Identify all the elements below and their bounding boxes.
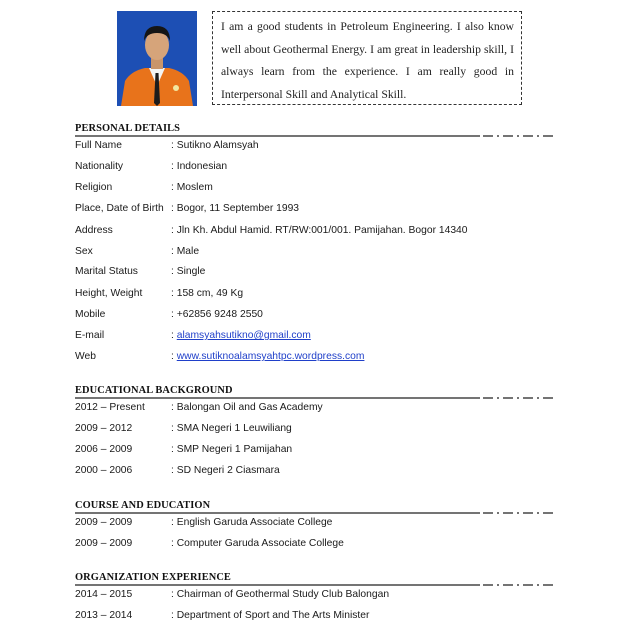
course-value: : English Garuda Associate College (171, 517, 333, 528)
detail-value: : Single (171, 266, 206, 277)
profile-summary: I am a good students in Petroleum Engineering. I also know well about Geothermal Energy. I am great in leadership skill, I always learn from the experience. I am really good in Interpersonal Skill and Analytical Skill. (212, 11, 522, 105)
detail-value: : Bogor, 11 September 1993 (171, 203, 300, 214)
period-label: 2000 – 2006 (75, 465, 133, 476)
profile-photo (117, 11, 197, 106)
section-title-courses: COURSE AND EDUCATION (75, 500, 211, 511)
detail-label: Web (75, 351, 96, 362)
detail-label: Marital Status (75, 266, 138, 277)
period-label: 2013 – 2014 (75, 610, 133, 621)
section-divider (75, 510, 557, 516)
period-label: 2009 – 2009 (75, 538, 133, 549)
institution-value: : SMA Negeri 1 Leuwiliang (171, 423, 292, 434)
detail-label: Address (75, 225, 113, 236)
detail-value: : 158 cm, 49 Kg (171, 288, 244, 299)
detail-label: Mobile (75, 309, 106, 320)
detail-value: : Jln Kh. Abdul Hamid. RT/RW:001/001. Pamijahan. Bogor 14340 (171, 225, 468, 236)
section-divider (75, 395, 557, 401)
detail-label: Place, Date of Birth (75, 203, 164, 214)
detail-label: E-mail (75, 330, 105, 341)
detail-label: Full Name (75, 140, 122, 151)
detail-value (171, 351, 364, 362)
detail-label: Sex (75, 246, 93, 257)
period-label: 2009 – 2009 (75, 517, 133, 528)
role-value: : Department of Sport and The Arts Minister (171, 610, 370, 621)
detail-value: : Moslem (171, 182, 213, 193)
detail-label: Religion (75, 182, 113, 193)
section-title-personal-details: PERSONAL DETAILS (75, 123, 181, 134)
web-prefix: : (171, 351, 177, 362)
section-divider (75, 133, 557, 139)
detail-value: : +62856 9248 2550 (171, 309, 263, 320)
detail-value (171, 330, 311, 341)
period-label: 2012 – Present (75, 402, 145, 413)
email-prefix: : (171, 330, 177, 341)
section-title-education: EDUCATIONAL BACKGROUND (75, 385, 233, 396)
detail-value: : Indonesian (171, 161, 228, 172)
institution-value: : SD Negeri 2 Ciasmara (171, 465, 280, 476)
period-label: 2009 – 2012 (75, 423, 133, 434)
course-value: : Computer Garuda Associate College (171, 538, 344, 549)
section-title-organization: ORGANIZATION EXPERIENCE (75, 572, 231, 583)
detail-value: : Male (171, 246, 200, 257)
section-divider (75, 582, 557, 588)
detail-value: : Sutikno Alamsyah (171, 140, 259, 151)
web-link[interactable]: www.sutiknoalamsyahtpc.wordpress.com (176, 351, 365, 362)
detail-label: Height, Weight (75, 288, 143, 299)
institution-value: : SMP Negeri 1 Pamijahan (171, 444, 293, 455)
institution-value: : Balongan Oil and Gas Academy (171, 402, 323, 413)
period-label: 2014 – 2015 (75, 589, 133, 600)
person-portrait-icon (117, 11, 197, 106)
period-label: 2006 – 2009 (75, 444, 133, 455)
email-link[interactable]: alamsyahsutikno@gmail.com (176, 330, 311, 341)
role-value: : Chairman of Geothermal Study Club Balongan (171, 589, 390, 600)
detail-label: Nationality (75, 161, 124, 172)
